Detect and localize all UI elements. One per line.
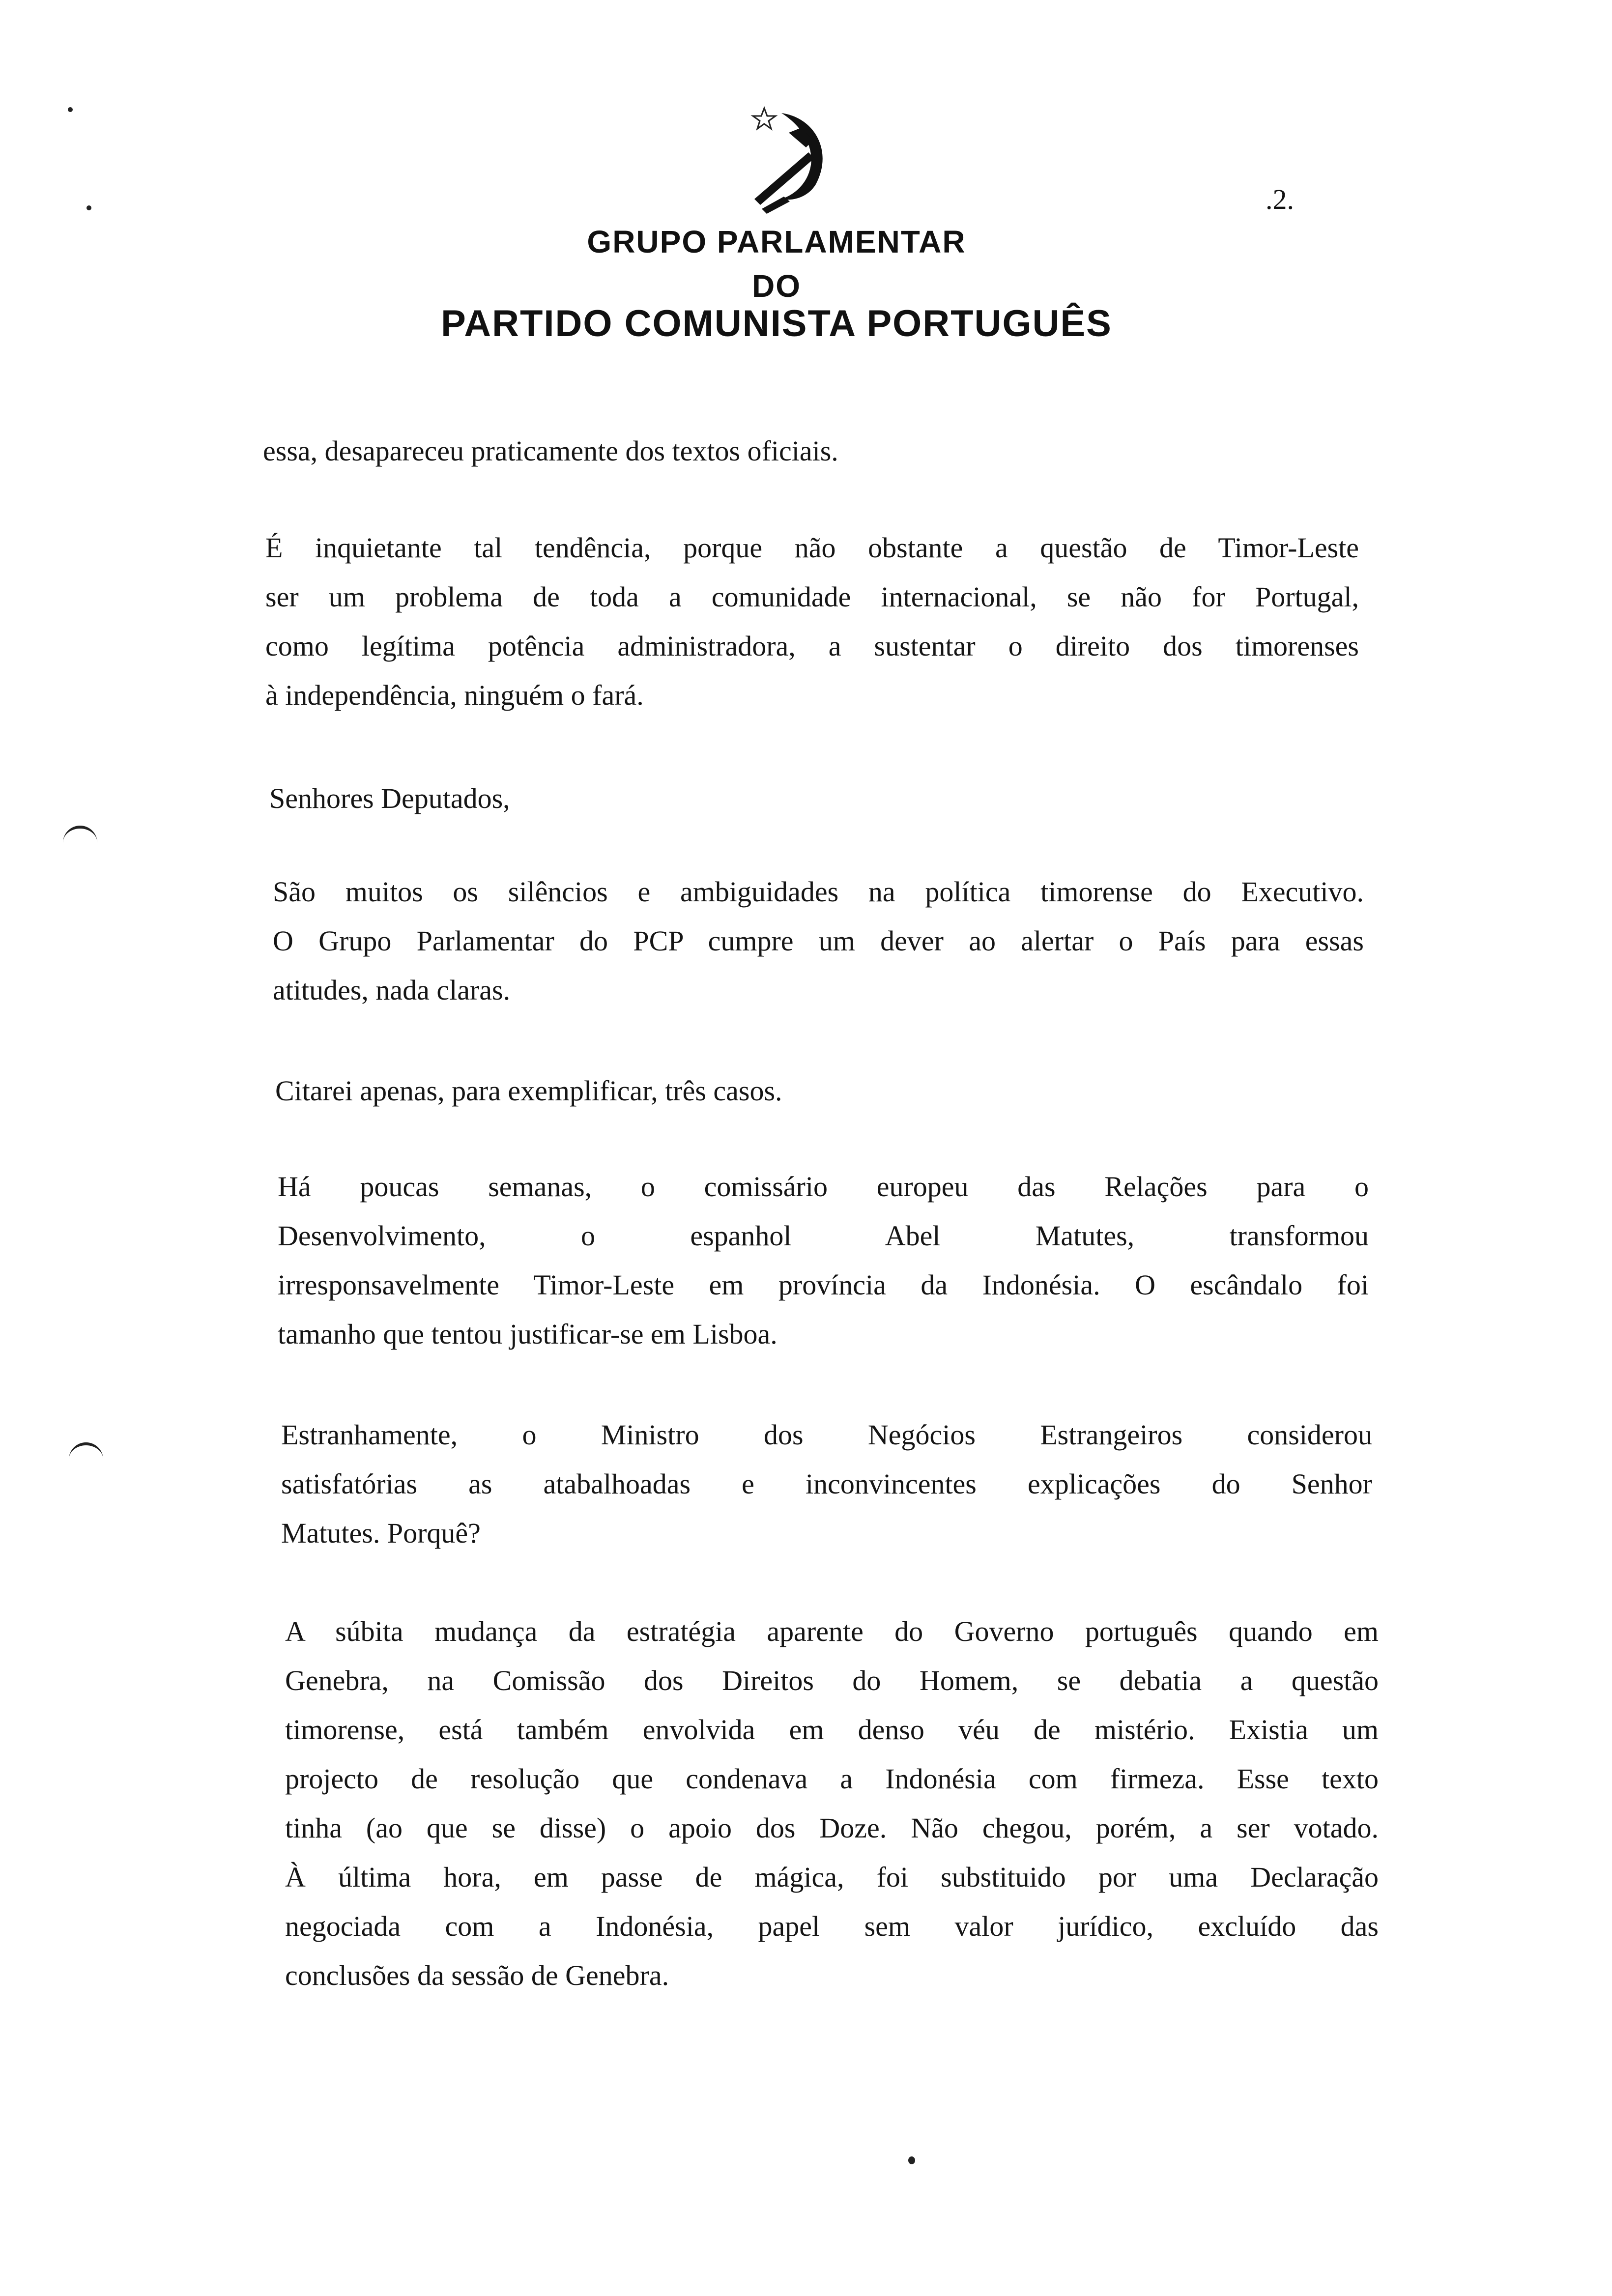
paragraph-line: tinha (ao que se disse) o apoio dos Doze. Não chegou, porém, a ser votado. xyxy=(285,1812,1379,1844)
paragraph-4 xyxy=(273,867,1364,1015)
paragraph-line: como legítima potência administradora, a sustentar o direito dos timorenses xyxy=(265,630,1359,662)
paragraph-line: A súbita mudança da estratégia aparente do Governo português quando em xyxy=(285,1615,1379,1647)
paragraph-7 xyxy=(281,1410,1372,1558)
paragraph-line: tamanho que tentou justificar-se em Lisboa. xyxy=(278,1318,777,1350)
paragraph-line: à independência, ninguém o fará. xyxy=(265,679,644,711)
paragraph-8 xyxy=(285,1607,1379,2000)
paragraph-line: Genebra, na Comissão dos Direitos do Homem, se debatia a questão xyxy=(285,1665,1379,1696)
paragraph-line: Matutes. Porquê? xyxy=(281,1517,481,1549)
paragraph-2 xyxy=(265,523,1359,720)
paragraph-1 xyxy=(263,427,1320,476)
paragraph-line: O Grupo Parlamentar do PCP cumpre um dever ao alertar o País para essas xyxy=(273,925,1364,957)
punch-hole-mark xyxy=(63,826,97,848)
paragraph-line: ser um problema de toda a comunidade internacional, se não for Portugal, xyxy=(265,581,1359,613)
paragraph-6 xyxy=(278,1162,1369,1359)
paragraph-line: Desenvolvimento, o espanhol Abel Matutes, transformou xyxy=(278,1220,1369,1252)
scan-speck xyxy=(908,2156,915,2164)
paragraph-line: satisfatórias as atabalhoadas e inconvincentes explicações do Senhor xyxy=(281,1468,1372,1500)
paragraph-line: Citarei apenas, para exemplificar, três casos. xyxy=(275,1075,782,1107)
paragraph-line: São muitos os silêncios e ambiguidades na política timorense do Executivo. xyxy=(273,876,1364,908)
paragraph-line: essa, desapareceu praticamente dos textos oficiais. xyxy=(263,435,838,467)
paragraph-line: timorense, está também envolvida em denso véu de mistério. Existia um xyxy=(285,1714,1379,1746)
paragraph-line: conclusões da sessão de Genebra. xyxy=(285,1959,669,1991)
paragraph-line: Estranhamente, o Ministro dos Negócios Estrangeiros considerou xyxy=(281,1419,1372,1451)
paragraph-5 xyxy=(275,1066,1012,1116)
header-line-2: DO xyxy=(752,268,801,304)
paragraph-line: irresponsavelmente Timor-Leste em província da Indonésia. O escândalo foi xyxy=(278,1269,1369,1301)
header-line-1: GRUPO PARLAMENTAR xyxy=(587,224,966,259)
paragraph-line: É inquietante tal tendência, porque não obstante a questão de Timor-Leste xyxy=(265,532,1359,564)
paragraph-line: À última hora, em passe de mágica, foi substituido por uma Declaração xyxy=(285,1861,1379,1893)
punch-hole-mark xyxy=(69,1442,103,1465)
scan-speck xyxy=(86,205,91,210)
salutation xyxy=(269,774,859,823)
paragraph-line: atitudes, nada claras. xyxy=(273,974,511,1006)
paragraph-line: projecto de resolução que condenava a Indonésia com firmeza. Esse texto xyxy=(285,1763,1379,1795)
paragraph-line: Há poucas semanas, o comissário europeu das Relações para o xyxy=(278,1171,1369,1203)
paragraph-line: negociada com a Indonésia, papel sem valor jurídico, excluído das xyxy=(285,1910,1379,1942)
page-number: .2. xyxy=(1266,183,1294,215)
paragraph-line: Senhores Deputados, xyxy=(269,782,510,814)
scan-speck xyxy=(68,107,73,112)
header-line-3: PARTIDO COMUNISTA PORTUGUÊS xyxy=(441,303,1112,344)
hammer-sickle-star-icon xyxy=(735,98,848,216)
